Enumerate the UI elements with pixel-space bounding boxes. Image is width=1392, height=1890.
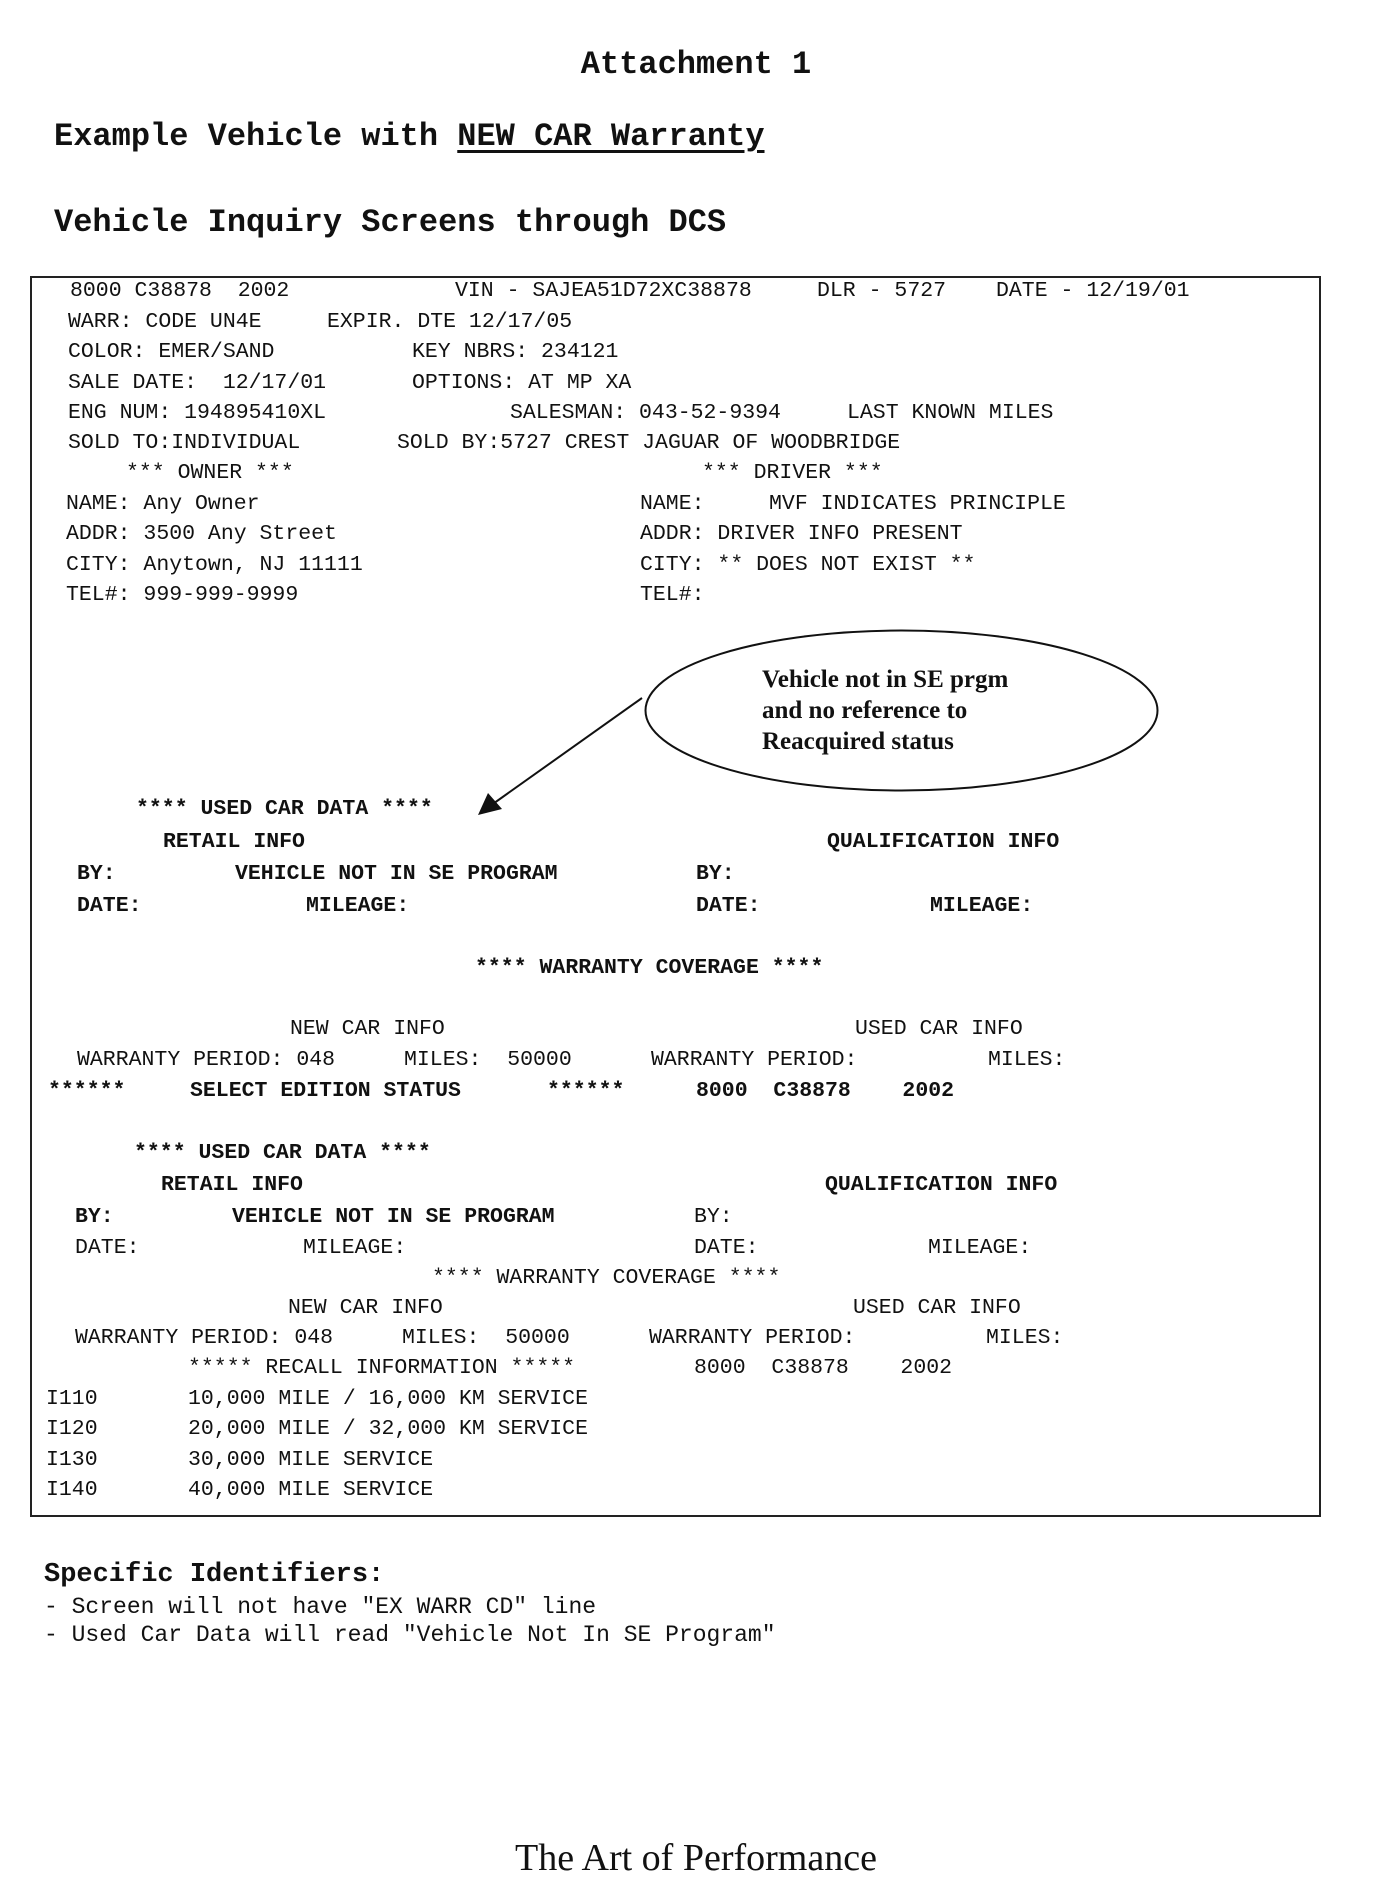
select-edition-vehicle-id: 8000 C38878 2002 bbox=[696, 1079, 955, 1103]
qualification-info-heading: QUALIFICATION INFO bbox=[827, 830, 1060, 854]
recall-information-heading: ***** RECALL INFORMATION ***** bbox=[188, 1356, 576, 1380]
recall-description: 20,000 MILE / 32,000 KM SERVICE bbox=[188, 1417, 588, 1441]
select-edition-status: SELECT EDITION STATUS bbox=[190, 1079, 461, 1103]
warranty-coverage-heading: **** WARRANTY COVERAGE **** bbox=[475, 956, 824, 980]
qualification-mileage-label: MILEAGE: bbox=[930, 894, 1034, 918]
vehicle-id: 8000 C38878 2002 bbox=[70, 279, 290, 303]
sale-date: SALE DATE: 12/17/01 bbox=[68, 371, 327, 395]
warranty-code: WARR: CODE UN4E bbox=[68, 310, 262, 334]
warranty-coverage-heading-2: **** WARRANTY COVERAGE **** bbox=[432, 1266, 781, 1290]
owner-city: CITY: Anytown, NJ 11111 bbox=[66, 553, 363, 577]
recall-description: 30,000 MILE SERVICE bbox=[188, 1448, 434, 1472]
owner-address: ADDR: 3500 Any Street bbox=[66, 522, 337, 546]
new-car-info-heading: NEW CAR INFO bbox=[290, 1017, 445, 1041]
select-edition-stars-left: ****** bbox=[48, 1079, 126, 1103]
footer-slogan: The Art of Performance bbox=[515, 1837, 877, 1879]
identifier-item: - Screen will not have "EX WARR CD" line bbox=[44, 1594, 597, 1620]
retail-info-heading-2: RETAIL INFO bbox=[161, 1173, 303, 1197]
retail-by-label: BY: bbox=[77, 862, 116, 886]
sold-to: SOLD TO:INDIVIDUAL bbox=[68, 431, 301, 455]
callout-text: Vehicle not in SE prgm and no reference to Reacquired status bbox=[762, 666, 1009, 755]
owner-name: NAME: Any Owner bbox=[66, 492, 260, 516]
recall-description: 40,000 MILE SERVICE bbox=[188, 1478, 434, 1502]
engine-number: ENG NUM: 194895410XL bbox=[68, 401, 327, 425]
inquiry-date: DATE - 12/19/01 bbox=[996, 279, 1190, 303]
qualification-mileage-label-2: MILEAGE: bbox=[928, 1236, 1032, 1260]
used-car-info-heading: USED CAR INFO bbox=[855, 1017, 1023, 1041]
driver-heading: *** DRIVER *** bbox=[702, 461, 883, 485]
callout-arrow bbox=[470, 690, 650, 820]
used-car-info-heading-2: USED CAR INFO bbox=[853, 1296, 1021, 1320]
qualification-info-heading-2: QUALIFICATION INFO bbox=[825, 1173, 1058, 1197]
retail-date-label-2: DATE: bbox=[75, 1236, 140, 1260]
recall-description: 10,000 MILE / 16,000 KM SERVICE bbox=[188, 1387, 588, 1411]
used-car-data-heading-2: **** USED CAR DATA **** bbox=[134, 1141, 431, 1165]
owner-heading: *** OWNER *** bbox=[126, 461, 294, 485]
new-car-info-heading-2: NEW CAR INFO bbox=[288, 1296, 443, 1320]
attachment-title: Attachment 1 bbox=[580, 46, 812, 83]
used-warranty-period: WARRANTY PERIOD: bbox=[651, 1048, 858, 1072]
used-warranty-period-2: WARRANTY PERIOD: bbox=[649, 1326, 856, 1350]
recall-code: I140 bbox=[46, 1478, 98, 1502]
recall-code: I110 bbox=[46, 1387, 98, 1411]
driver-phone: TEL#: bbox=[640, 583, 705, 607]
not-in-se-program: VEHICLE NOT IN SE PROGRAM bbox=[235, 862, 558, 886]
qualification-date-label-2: DATE: bbox=[694, 1236, 759, 1260]
dealer: DLR - 5727 bbox=[817, 279, 947, 303]
new-warranty-period: WARRANTY PERIOD: 048 bbox=[77, 1048, 336, 1072]
color: COLOR: EMER/SAND bbox=[68, 340, 275, 364]
driver-address: ADDR: DRIVER INFO PRESENT bbox=[640, 522, 963, 546]
used-warranty-miles: MILES: bbox=[988, 1048, 1066, 1072]
qualification-by-label-2: BY: bbox=[694, 1205, 733, 1229]
retail-info-heading: RETAIL INFO bbox=[163, 830, 305, 854]
identifier-item: - Used Car Data will read "Vehicle Not In SE Program" bbox=[44, 1622, 776, 1648]
sold-by: SOLD BY:5727 CREST JAGUAR OF WOODBRIDGE bbox=[397, 431, 901, 455]
not-in-se-program-2: VEHICLE NOT IN SE PROGRAM bbox=[232, 1205, 555, 1229]
used-car-data-heading: **** USED CAR DATA **** bbox=[136, 797, 433, 821]
retail-by-label-2: BY: bbox=[75, 1205, 114, 1229]
key-numbers: KEY NBRS: 234121 bbox=[412, 340, 619, 364]
example-heading-prefix: Example Vehicle with bbox=[54, 118, 458, 155]
inquiry-heading: Vehicle Inquiry Screens through DCS bbox=[54, 204, 727, 241]
recall-code: I120 bbox=[46, 1417, 98, 1441]
new-warranty-miles: MILES: 50000 bbox=[404, 1048, 572, 1072]
example-heading-underlined: NEW CAR Warranty bbox=[457, 118, 765, 155]
new-warranty-period-2: WARRANTY PERIOD: 048 bbox=[75, 1326, 334, 1350]
salesman: SALESMAN: 043-52-9394 bbox=[510, 401, 781, 425]
retail-mileage-label-2: MILEAGE: bbox=[303, 1236, 407, 1260]
new-warranty-miles-2: MILES: 50000 bbox=[402, 1326, 570, 1350]
retail-date-label: DATE: bbox=[77, 894, 142, 918]
select-edition-stars-right: ****** bbox=[547, 1079, 625, 1103]
expiration-date: EXPIR. DTE 12/17/05 bbox=[327, 310, 573, 334]
driver-city: CITY: ** DOES NOT EXIST ** bbox=[640, 553, 976, 577]
driver-name: NAME: MVF INDICATES PRINCIPLE bbox=[640, 492, 1066, 516]
owner-phone: TEL#: 999-999-9999 bbox=[66, 583, 299, 607]
last-known-miles: LAST KNOWN MILES bbox=[847, 401, 1054, 425]
qualification-by-label: BY: bbox=[696, 862, 735, 886]
recall-vehicle-id: 8000 C38878 2002 bbox=[694, 1356, 953, 1380]
options: OPTIONS: AT MP XA bbox=[412, 371, 632, 395]
specific-identifiers-title: Specific Identifiers: bbox=[44, 1560, 385, 1590]
retail-mileage-label: MILEAGE: bbox=[306, 894, 410, 918]
qualification-date-label: DATE: bbox=[696, 894, 761, 918]
used-warranty-miles-2: MILES: bbox=[986, 1326, 1064, 1350]
recall-code: I130 bbox=[46, 1448, 98, 1472]
vin: VIN - SAJEA51D72XC38878 bbox=[455, 279, 752, 303]
example-heading bbox=[54, 118, 765, 155]
